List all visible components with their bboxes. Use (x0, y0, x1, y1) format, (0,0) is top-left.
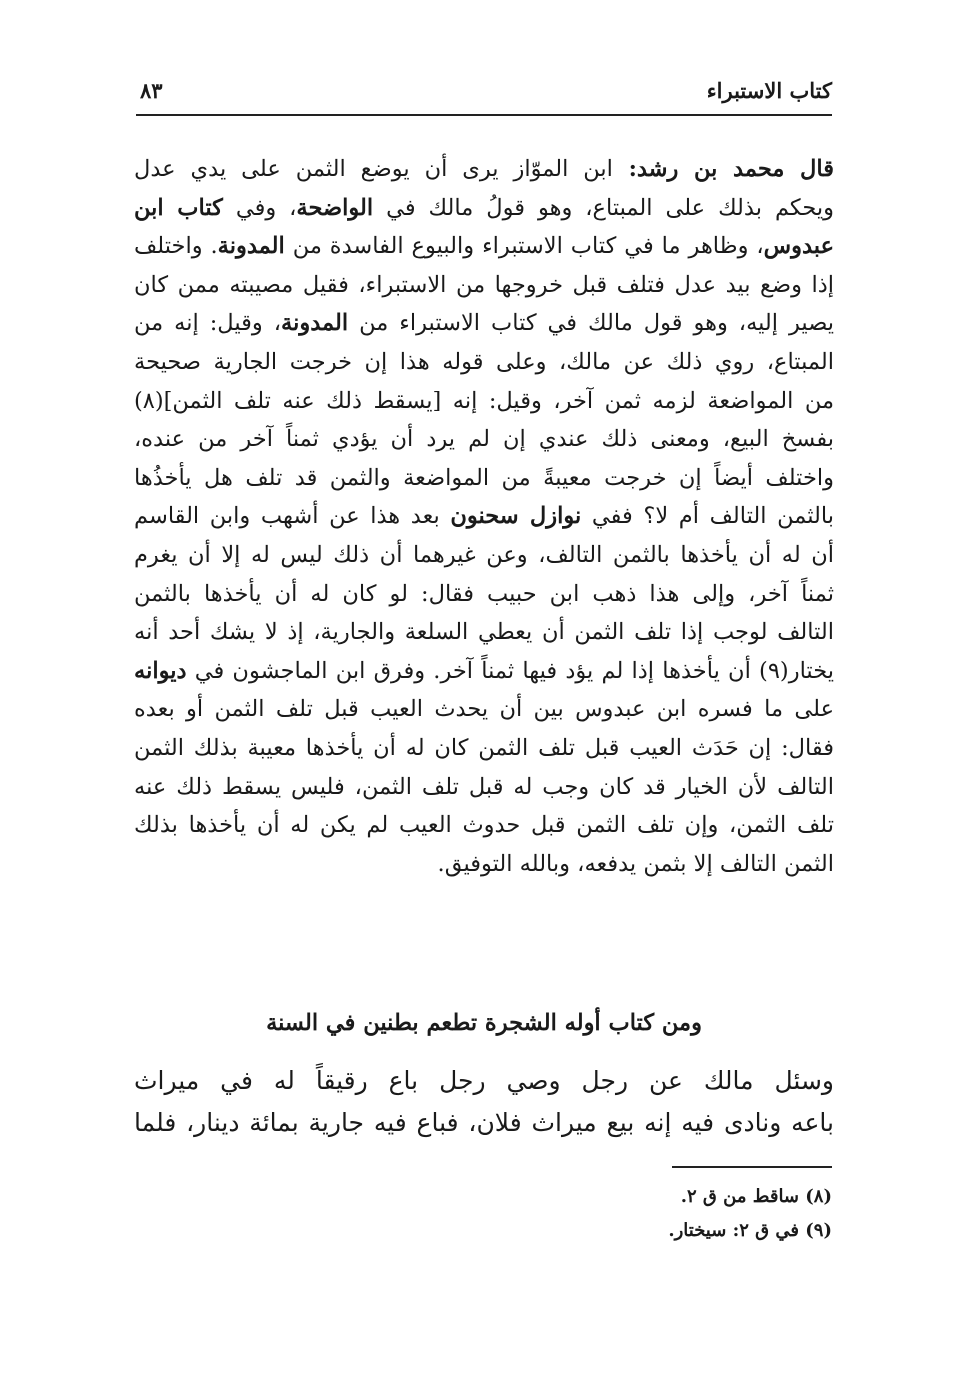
text-segment: أن يأخذها إذا لم يؤد فيها ثمناً آخر. وفرق ابن الماجشون في (186, 657, 760, 684)
text-segment: على ما فسره ابن عبدوس بين أن يحدث العيب قبل تلف الثمن أو بعده (134, 696, 834, 723)
paragraph-line (134, 768, 834, 807)
text-segment: بعد هذا عن أشهب وابن القاسم (134, 503, 451, 530)
text-segment: تلف الثمن، وإن تلف الثمن قبل حدوث العيب لم يكن له أن يأخذها بذلك (134, 812, 834, 839)
running-title: كتاب الاستبراء (706, 78, 832, 103)
paragraph-line (134, 652, 834, 691)
paragraph-line (134, 536, 834, 575)
text-segment: المبتاع، روي ذلك عن مالك، وعلى قوله هذا إن خرجت الجارية صحيحة (134, 348, 834, 375)
page-number: ٨٣ (140, 78, 163, 103)
bold-text-segment: المدونة (217, 233, 285, 260)
text-segment: يصير إليه، وهو قول مالك في كتاب الاستبراء من (348, 310, 834, 337)
paragraph-line (134, 382, 834, 421)
paragraph-line (134, 189, 834, 228)
paragraph-line: باعه ونادى فيه إنه بيع ميراث فلان، فباع فيه جارية بمائة دينار، فلما (134, 1108, 834, 1137)
text-segment: بفسخ البيع، ومعنى ذلك عندي إن لم يرد أن يؤدي ثمناً آخر من عنده، (134, 426, 834, 453)
paragraph-line (134, 266, 834, 305)
text-segment: ثمناً آخر، وإلى هذا ذهب ابن حبيب فقال: لو كان له أن يأخذها بالثمن (134, 580, 834, 607)
footnote: (٩) في ق ٢: سيختار. (668, 1220, 832, 1241)
paragraph-line: وسئل مالك عن رجل وصي رجل باع رقيقاً له في ميراث (134, 1066, 834, 1095)
bold-text-segment: قال محمد بن رشد: (612, 156, 834, 182)
bold-text-segment: الواضحة (296, 194, 374, 221)
text-segment: ، وفي (222, 194, 297, 221)
text-segment: (٨) (134, 387, 164, 414)
text-segment: يختار (788, 657, 834, 684)
paragraph-line (134, 343, 834, 382)
footnote: (٨) ساقط من ق ٢. (680, 1186, 832, 1207)
text-segment: التالف لأن الخيار قد كان وجب له قبل تلف الثمن، فليس يسقط ذلك عنه (134, 773, 834, 800)
footnotes (560, 1180, 832, 1248)
paragraph-line (134, 806, 834, 845)
text-segment: ، وظاهر ما في كتاب الاستبراء والبيوع الفاسدة من (284, 233, 764, 260)
text-segment: التالف لوجب إذا تلف الثمن أن يعطي السلعة والجارية، إذ لا يشك أحد أنه (134, 619, 834, 646)
paragraph-line (134, 497, 834, 536)
bold-text-segment: المدونة (281, 310, 349, 337)
main-paragraph (134, 150, 834, 883)
text-segment: بالثمن التالف أم لا؟ ففي (581, 503, 834, 530)
paragraph-line (134, 420, 834, 459)
paragraph-line (134, 690, 834, 729)
paragraph-line (134, 845, 834, 884)
bold-text-segment: عبدوس (763, 233, 834, 260)
paragraph-line (134, 575, 834, 614)
text-segment: واختلف أيضاً إن خرجت معيبةً من المواضعة والثمن قد تلف هل يأخذُها (134, 464, 834, 491)
paragraph-line (134, 613, 834, 652)
text-segment: . واختلف (134, 233, 218, 260)
bold-text-segment: كتاب ابن (134, 194, 223, 221)
text-segment: إذا وضع بيد عدل فتلف قبل خروجها من الاستبراء، فقيل مصيبته ممن كان (134, 271, 834, 298)
text-segment: ابن الموّاز يرى أن يوضع الثمن على يدي عدل (134, 156, 613, 182)
text-segment: ، وقيل: إنه من (134, 310, 282, 337)
bold-text-segment: ديوانه (134, 657, 187, 684)
paragraph-line (134, 729, 834, 768)
paragraph-line (134, 459, 834, 498)
footnote-rule (672, 1166, 832, 1168)
section-heading: ومن كتاب أوله الشجرة تطعم بطنين في السنة (266, 1010, 702, 1036)
header-rule (136, 114, 832, 116)
text-segment: ويحكم بذلك على المبتاع، وهو قولُ مالك في (373, 194, 834, 221)
page-header (136, 78, 832, 112)
text-segment: فقال: إن حَدَث العيب قبل تلف الثمن كان له أن يأخذها معيبة بذلك الثمن (134, 734, 834, 761)
text-segment: أن له أن يأخذها بالثمن التالف، وعن غيرهما أن ذلك ليس له إلا أن يغرم (134, 541, 834, 568)
bold-text-segment: نوازل سحنون (450, 503, 582, 530)
paragraph-line (134, 304, 834, 343)
paragraph-line (134, 227, 834, 266)
text-segment: الثمن التالف إلا بثمن يدفعه، وبالله التوفيق. (437, 850, 834, 877)
paragraph-line (134, 150, 834, 189)
text-segment: (٩) (759, 657, 789, 684)
second-paragraph (134, 1060, 834, 1144)
text-segment: من المواضعة لزمه ثمن آخر، وقيل: إنه [يسقط ذلك عنه تلف الثمن] (163, 387, 834, 414)
